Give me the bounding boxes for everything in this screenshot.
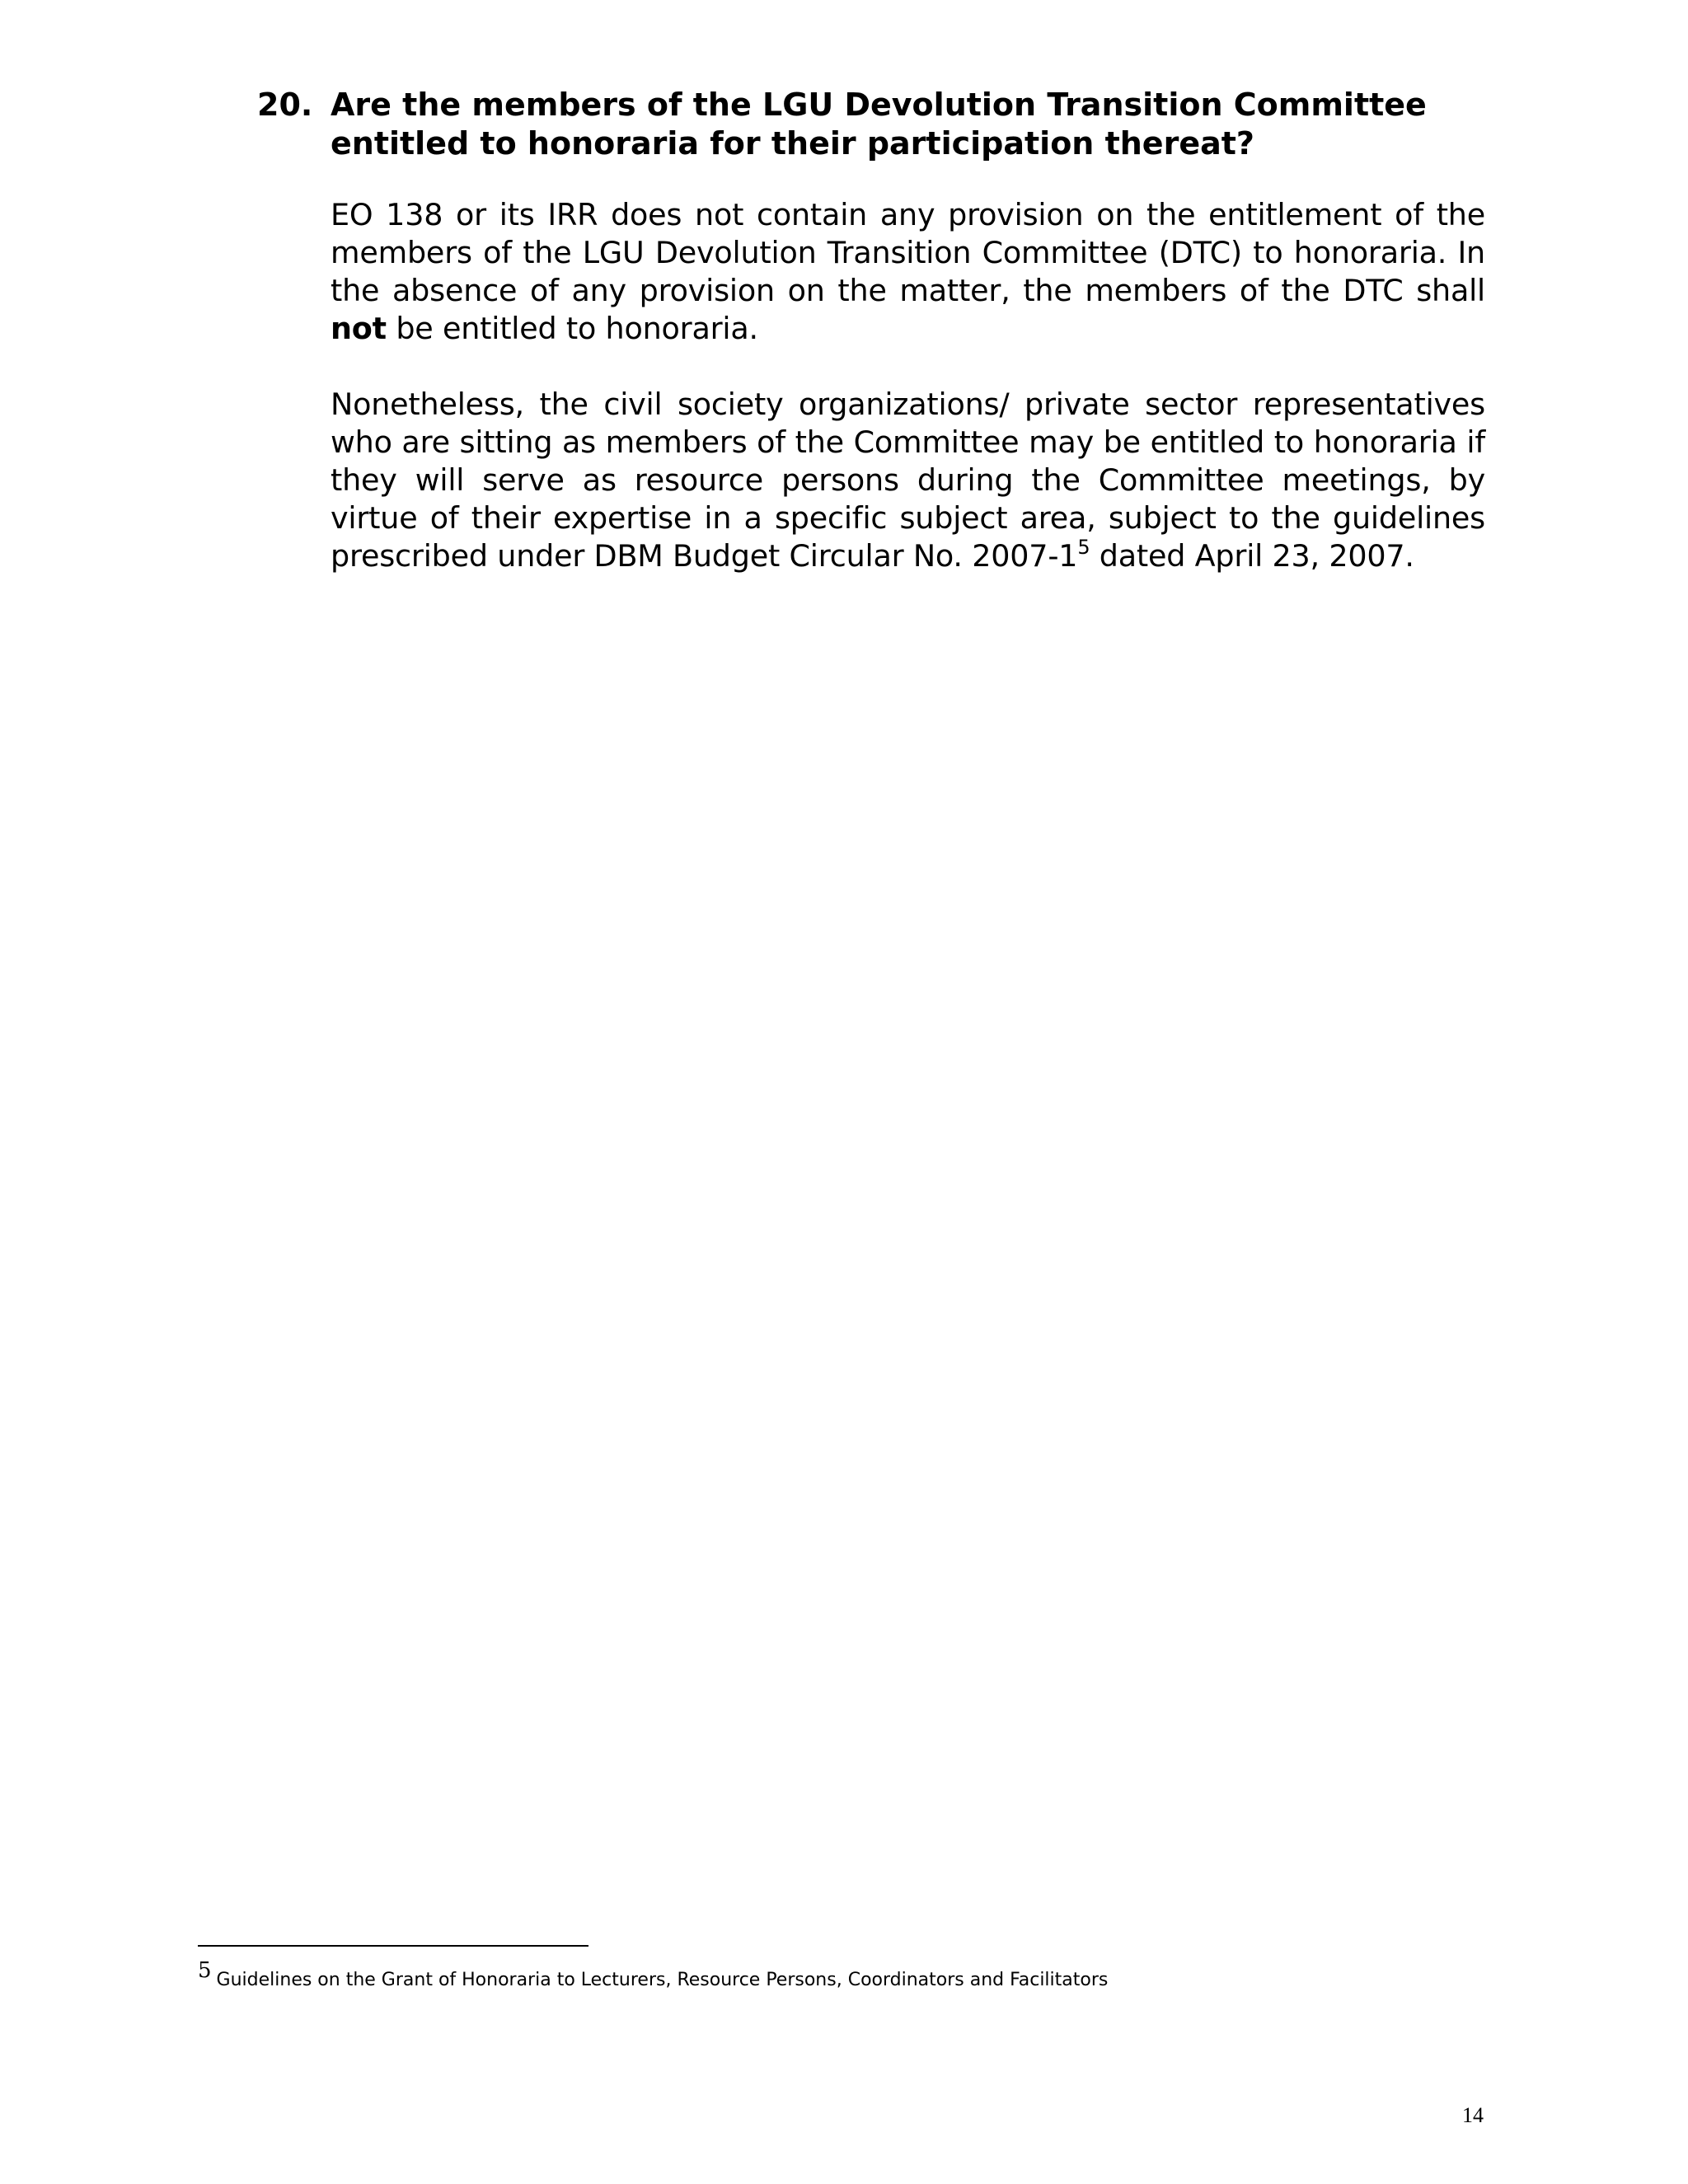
footnote [198,1958,1484,1993]
answer-paragraph-2-text-start: Nonetheless, the civil society organizations/ private sector representatives who are sitting as members of the Committee may be entitled to honoraria if they will serve as resource persons during the Committee meetings, by virtue of their expertise in a specific subject area, subject to the guidelines prescribed under DBM Budget Circular No. 2007-1 [331,387,1485,574]
footnote-text: Guidelines on the Grant of Honoraria to Lecturers, Resource Persons, Coordinators and Facilitators [216,1970,1109,1990]
answer-paragraph-2-text-end: dated April 23, 2007. [1090,538,1414,574]
answer-paragraph-1-text-start: EO 138 or its IRR does not contain any provision on the entitlement of the members of the LGU Devolution Transition Committee (DTC) to honoraria. In the absence of any provision on the matter, the members of the DTC shall [331,197,1485,308]
answer-paragraph-2 [331,386,1485,575]
answer-paragraph-1-text-end: be entitled to honoraria. [386,311,758,346]
footnote-marker: 5 [198,1958,212,1983]
page-number: 14 [1462,2103,1484,2127]
question-heading [257,86,1485,163]
answer-paragraph-1-bold-word: not [331,311,387,346]
question-number: 20. [257,87,313,123]
footnote-separator [198,1945,588,1947]
answer-paragraph-1 [331,196,1485,348]
footnote-reference[interactable]: 5 [1077,535,1090,559]
question-text: Are the members of the LGU Devolution Transition Committee entitled to honoraria for their participation thereat? [331,87,1427,162]
